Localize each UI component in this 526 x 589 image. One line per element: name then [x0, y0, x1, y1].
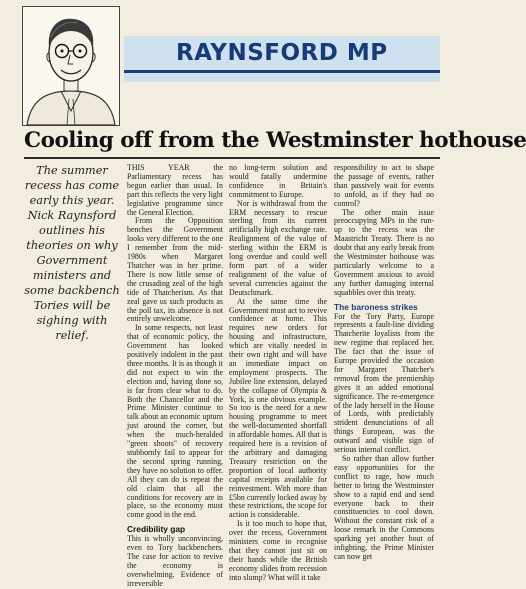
body-column-1	[127, 163, 223, 588]
author-portrait	[22, 6, 120, 126]
column-title: RAYNSFORD MP	[176, 40, 388, 66]
paragraph: The other main issue preoccupying MPs in the run-up to the recess was the Maastricht Treaty. There is no doubt that any early break from the Westminster hothouse was particularly welcome to a Government anxious to avoid any further damaging internal squabbles over this treaty.	[334, 207, 434, 297]
paragraph: Is it too much to hope that, over the recess, Government ministers come to recognise that they cannot just sit on their hands while the British economy slides from recession into slump? What will it take	[229, 519, 327, 582]
subheading: Credibility gap	[127, 524, 186, 535]
article-headline: Cooling off from the Westminster hothouse	[24, 128, 526, 153]
paragraph: From the Opposition benches the Government looks very different to the one I remember from the mid-1980s when Margaret Thatcher was in her prime. There is now little sense of the crusading zeal of the high tide of Thatcherism. As that zeal gave us such products as the poll tax, its absence is not entirely unwelcome.	[127, 216, 223, 324]
body-column-2	[229, 163, 327, 582]
paragraph: For the Tory Party, Europe represents a fault-line dividing Thatcherite loyalists from the new regime that replaced her. The fact that the issue of Europe provided the occasion for Margaret Thatcher's removal from the premiership gives it an added emotional significance. The re-emergence of the lady herself in the House of Lords, with predictably strident denunciations of all things European, was the outward and visible sign of serious internal conflict.	[334, 311, 434, 455]
headline-rule	[24, 157, 440, 159]
body-column-3	[334, 163, 434, 561]
paragraph: Nor is withdrawal from the ERM necessary to rescue sterling from its current artificially high exchange rate. Realignment of the value of sterling within the ERM is long overdue and could well form part of a wider realignment of the value of several currencies against the Deutschmark.	[229, 198, 327, 297]
paragraph: This is wholly unconvincing, even to Tory backbenchers. The case for action to revive the economy is overwhelming. Evidence of irreversible	[127, 534, 223, 588]
paragraph: In some respects, not least that of economic policy, the Government has looked positively indolent in the past three months. It is as though it did not expect to win the election and, having done so, is far from clear what to do. Both the Chancellor and the Prime Minister continue to talk about an economic upturn just around the corner, but when the much-heralded "green shoots" of recovery stubbornly fail to appear for the second spring running, they have no solution to offer. All they can do is repeat the old claim that all the conditions for recovery are in place, so the economy must come good in the end.	[127, 323, 223, 520]
paragraph: no long-term solution and would fatally undermine confidence in Britain's commitment to Europe.	[229, 163, 327, 199]
paragraph: So rather than allow further easy opportunities for the conflict to rage, how much better to bring the Westminster show to a rapid end and send everyone back to their constituencies to cool down. Without the constant risk of a loose remark in the Commons sparking yet another bout of infighting, the Prime Minister can now get	[334, 454, 434, 561]
paragraph: responsibility to act to shape the passage of events, rather than passively wait for events to unfold, as if they had no control?	[334, 163, 434, 208]
portrait-sketch-icon	[23, 7, 119, 125]
paragraph: At the same time the Government must act to revive confidence at home. This requires new orders for housing and infrastructure, which are vitally needed in their own right and will have an immediate impact on employment prospects. The Jubilee line extension, delayed by the collapse of Olympia & York, is one obvious example. So too is the need for a new housing programme to meet the well-documented shortfall in affordable homes. All that is required here is a revision of the arbitrary and damaging Treasury restriction on the proportion of local authority capital receipts available for reinvestment. With more than £5bn currently locked away by these restrictions, the scope for action is considerable.	[229, 296, 327, 520]
banner-rule	[124, 70, 440, 73]
standfirst: The summer recess has come early this year. Nick Raynsford outlines his theories on why Government ministers and some backbench Tories will be sighing with relief.	[24, 164, 120, 342]
paragraph: THIS YEAR the Parliamentary recess has begun earlier than usual. In part this reflects the very light legislative programme since the General Election.	[127, 163, 223, 217]
subheading: The baroness strikes	[334, 301, 418, 312]
